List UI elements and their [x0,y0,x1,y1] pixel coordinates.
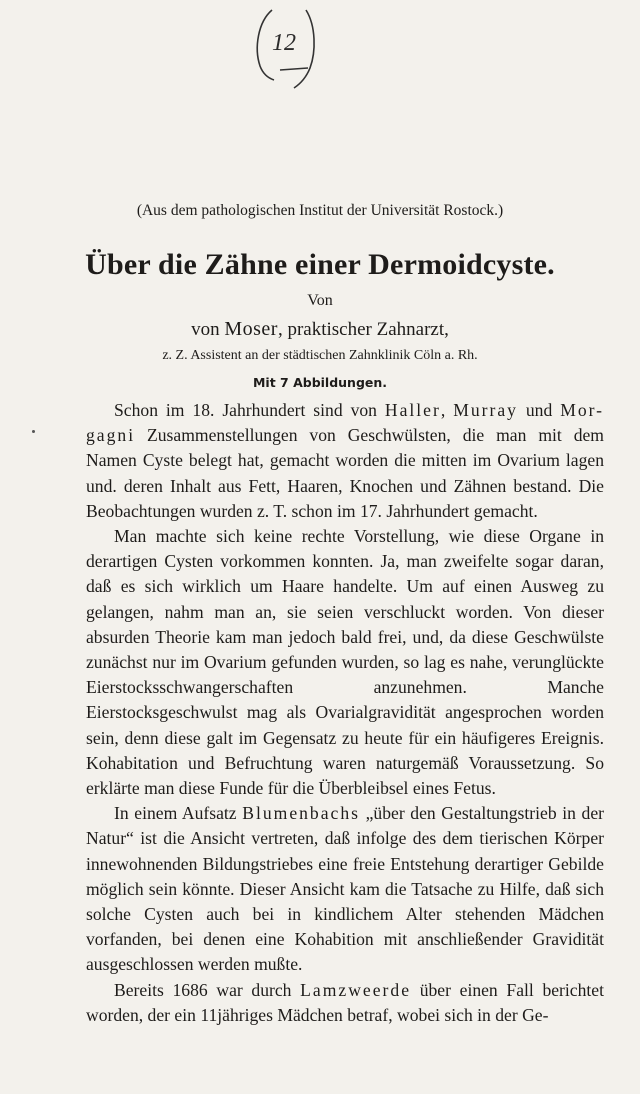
author-prefix: von [191,319,225,340]
byline-von: Von [307,292,333,309]
name-lamzweerde: Lamzweerde [300,979,412,1000]
p1-text-b: , [440,400,454,420]
p1-text-c: und [517,400,561,420]
name-blumenbach: Blumenbachs [242,803,360,824]
paragraph-3 [86,801,604,977]
institute-affiliation: (Aus dem pathologischen Institut der Universität Rostock.) [136,202,504,219]
p3-text-b: „über den Gestaltungstrieb in der Natur“ ist die Ansicht vertreten, daß infolge des dem tierischen Körper innewohnenden Bildungstriebes eine freie Entstehung derartiger Gebilde möglich sein könnte. Dieser Ansicht kam die Tatsache zu Hilfe, daß sich solche Cysten auch bei in kindlichem Alter stehenden Mädchen vorfanden, bei denen eine Kohabition mit anschließender Gravidität ausgeschlossen werden mußte. [86,803,604,975]
margin-mark [32,430,35,433]
author-title: , praktischer Zahnarzt, [277,319,449,340]
stamp-number: 12 [272,30,296,56]
article-body [86,398,604,1028]
figure-count: Mit 7 Abbildungen. [252,375,388,390]
p4-text-b: über einen Fall berichtet worden, der ein 11jähriges Mädchen betraf, wobei sich in der Ge- [86,979,604,1025]
p3-text-a: In einem Aufsatz [114,803,243,824]
p1-text-d: Zusammenstellungen von Geschwülsten, die man mit dem Namen Cyste belegt hat, gemacht worden die mitten im Ovarium lagen und. deren Inhalt aus Fett, Haaren, Knochen und Zähnen bestand. Die Beobachtungen wurden z. T. schon im 17. Jahrhundert gemacht. [86,425,604,521]
author-affiliation: z. Z. Assistent an der städtischen Zahnklinik Cöln a. Rh. [162,348,478,363]
author-line [0,318,640,341]
paragraph-2: Man machte sich keine rechte Vorstellung, wie diese Organe in derartigen Cysten vorkommen konnten. Ja, man zweifelte sogar daran, daß es sich wirklich um Haare handelte. Um auf einen Ausweg zu gelangen, nahm man an, sie seien verschluckt worden. Von dieser absurden Theorie kam man jedoch bald frei, und, da diese Geschwülste zunächst nur im Ovarium gefunden wurden, so lag es nahe, verunglückte Eierstocksschwangerschaften anzunehmen. Manche Eierstocksgeschwulst mag als Ovarialgravidität angesprochen worden sein, denn diese galt im Gegensatz zu heute für ein häufigeres Ereignis. Kohabitation und Befruchtung waren naturgemäß Voraussetzung. So erklärte man diese Funde für die Überbleibsel eines Fetus. [86,526,604,799]
paragraph-4 [86,978,604,1028]
name-morgagni: Mor-gagni [86,400,605,446]
paragraph-1 [86,398,604,524]
p4-text-a: Bereits 1686 war durch [114,979,301,1000]
p1-text-a: Schon im 18. Jahrhundert sind von [114,400,385,420]
author-name: Moser [224,318,278,340]
article-title: Über die Zähne einer Dermoidcyste. [85,248,555,281]
name-murray: Murray [453,400,518,420]
name-haller: Haller [384,400,441,420]
